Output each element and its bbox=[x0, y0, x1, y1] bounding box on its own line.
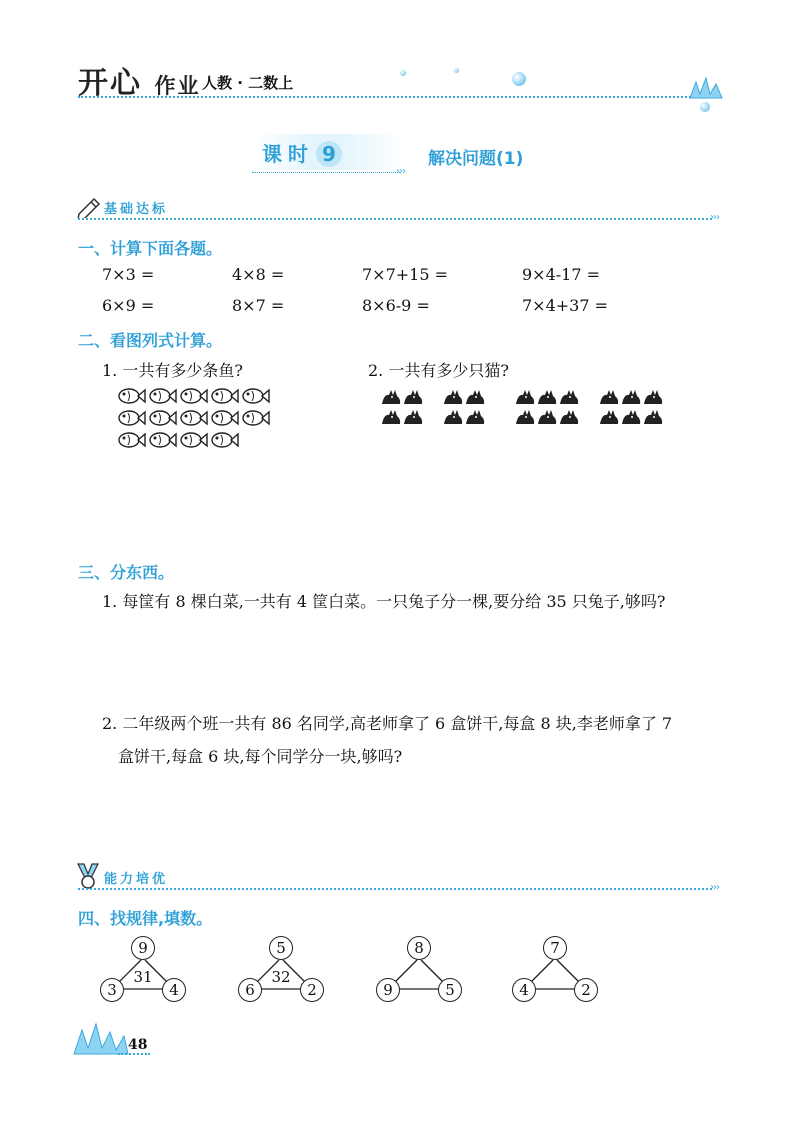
cat-icon bbox=[402, 386, 424, 406]
cat-icon bbox=[536, 406, 558, 426]
q4-heading: 四、找规律,填数。 bbox=[78, 909, 213, 928]
cat-row bbox=[514, 386, 580, 406]
cat-icon bbox=[558, 406, 580, 426]
q3-problem-2-line-1: 2. 二年级两个班一共有 86 名同学,高老师拿了 6 盒饼干,每盒 8 块,李老师拿了 7 bbox=[102, 714, 673, 733]
cat-icon bbox=[464, 406, 486, 426]
cat-icon bbox=[598, 406, 620, 426]
q1-item: 4×8 = bbox=[232, 265, 285, 284]
cat-row bbox=[442, 406, 486, 426]
cat-icon bbox=[514, 406, 536, 426]
cat-icon bbox=[642, 386, 664, 406]
grass-icon bbox=[72, 1020, 130, 1056]
cat-icon bbox=[514, 386, 536, 406]
section-advanced-divider bbox=[78, 888, 712, 890]
header-divider bbox=[78, 96, 718, 98]
cat-icon bbox=[380, 406, 402, 426]
arrow-decoration: ››› bbox=[396, 166, 405, 177]
bubble-decoration bbox=[400, 70, 406, 76]
cat-icon bbox=[464, 386, 486, 406]
q1-item: 7×3 = bbox=[102, 265, 155, 284]
page-number: 48 bbox=[128, 1037, 148, 1053]
q1-item: 9×4-17 = bbox=[522, 265, 601, 284]
triangle-left-number: 3 bbox=[100, 978, 124, 1002]
cat-group bbox=[598, 386, 664, 426]
fish-picture bbox=[116, 386, 306, 456]
grass-icon bbox=[688, 76, 724, 100]
q1-item: 7×4+37 = bbox=[522, 296, 609, 315]
triangle-top-number: 9 bbox=[131, 936, 155, 960]
cat-group bbox=[442, 386, 486, 426]
triangle-left-number: 6 bbox=[238, 978, 262, 1002]
section-advanced-label: 能力培优 bbox=[104, 872, 169, 887]
fish-icon bbox=[209, 430, 239, 450]
fish-row bbox=[116, 386, 306, 408]
section-basic-label: 基础达标 bbox=[104, 202, 169, 217]
triangle-middle-number: 31 bbox=[133, 968, 153, 986]
arrow-decoration: ››› bbox=[710, 212, 719, 223]
fish-icon bbox=[209, 408, 239, 428]
fish-icon bbox=[116, 386, 146, 406]
cat-icon bbox=[598, 386, 620, 406]
cat-icon bbox=[558, 386, 580, 406]
header-title-word: 作业 bbox=[154, 73, 201, 98]
fish-icon bbox=[178, 386, 208, 406]
fish-row bbox=[116, 408, 306, 430]
fish-icon bbox=[178, 408, 208, 428]
fish-row bbox=[116, 430, 306, 452]
fish-icon bbox=[116, 430, 146, 450]
lesson-label-text: 课时 bbox=[262, 142, 314, 166]
cat-row bbox=[598, 406, 664, 426]
arrow-decoration: ››› bbox=[710, 882, 719, 893]
cat-row bbox=[442, 386, 486, 406]
cat-icon bbox=[620, 386, 642, 406]
section-basic-divider bbox=[78, 218, 712, 220]
triangle-right-number: 4 bbox=[162, 978, 186, 1002]
bubble-decoration bbox=[512, 72, 526, 86]
fish-icon bbox=[240, 408, 270, 428]
cat-icon bbox=[442, 386, 464, 406]
fish-icon bbox=[209, 386, 239, 406]
cat-icon bbox=[402, 406, 424, 426]
pencil-icon bbox=[76, 196, 102, 218]
q1-item: 8×6-9 = bbox=[362, 296, 430, 315]
cat-row bbox=[598, 386, 664, 406]
page-number-underline bbox=[118, 1053, 150, 1055]
number-triangle bbox=[98, 936, 188, 1002]
cat-icon bbox=[380, 386, 402, 406]
triangle-left-number: 9 bbox=[376, 978, 400, 1002]
header-title-char-1: 开 bbox=[78, 66, 110, 101]
fish-icon bbox=[147, 408, 177, 428]
q3-heading: 三、分东西。 bbox=[78, 563, 175, 582]
q1-item: 6×9 = bbox=[102, 296, 155, 315]
cat-picture bbox=[380, 386, 660, 436]
triangle-top-number: 7 bbox=[543, 936, 567, 960]
cat-groups bbox=[380, 386, 660, 426]
header-subtitle: 人教 · 二数上 bbox=[202, 74, 294, 92]
bubble-decoration bbox=[454, 68, 459, 73]
cat-icon bbox=[642, 406, 664, 426]
cat-row bbox=[380, 386, 424, 406]
lesson-label bbox=[262, 138, 382, 168]
header-title-char-2: 心 bbox=[110, 66, 142, 101]
triangle-right-number: 2 bbox=[574, 978, 598, 1002]
medal-icon bbox=[74, 862, 102, 890]
cat-group bbox=[380, 386, 424, 426]
cat-row bbox=[514, 406, 580, 426]
triangle-left-number: 4 bbox=[512, 978, 536, 1002]
lesson-title: 解决问题(1) bbox=[428, 149, 524, 169]
triangle-right-number: 2 bbox=[300, 978, 324, 1002]
cat-icon bbox=[442, 406, 464, 426]
triangle-middle-number: 32 bbox=[271, 968, 291, 986]
q2-sub1: 1. 一共有多少条鱼? bbox=[102, 361, 243, 380]
triangle-top-number: 5 bbox=[269, 936, 293, 960]
fish-icon bbox=[240, 386, 270, 406]
fish-icon bbox=[116, 408, 146, 428]
fish-icon bbox=[147, 430, 177, 450]
lesson-underline bbox=[252, 172, 400, 173]
q2-heading: 二、看图列式计算。 bbox=[78, 331, 223, 350]
fish-icon bbox=[178, 430, 208, 450]
fish-icon bbox=[147, 386, 177, 406]
cat-icon bbox=[536, 386, 558, 406]
number-triangle bbox=[510, 936, 600, 1002]
cat-row bbox=[380, 406, 424, 426]
q2-sub2: 2. 一共有多少只猫? bbox=[368, 361, 509, 380]
cat-group bbox=[514, 386, 580, 426]
q1-heading: 一、计算下面各题。 bbox=[78, 239, 223, 258]
number-triangle bbox=[236, 936, 326, 1002]
triangle-right-number: 5 bbox=[438, 978, 462, 1002]
q1-item: 7×7+15 = bbox=[362, 265, 449, 284]
q3-problem-1: 1. 每筐有 8 棵白菜,一共有 4 筐白菜。一只兔子分一棵,要分给 35 只兔子,够吗? bbox=[102, 592, 666, 611]
q1-item: 8×7 = bbox=[232, 296, 285, 315]
number-triangle bbox=[374, 936, 464, 1002]
cat-icon bbox=[620, 406, 642, 426]
q3-problem-2-line-2: 盒饼干,每盒 6 块,每个同学分一块,够吗? bbox=[118, 747, 403, 766]
lesson-number: 9 bbox=[316, 141, 342, 167]
bubble-decoration bbox=[700, 102, 710, 112]
triangle-top-number: 8 bbox=[407, 936, 431, 960]
